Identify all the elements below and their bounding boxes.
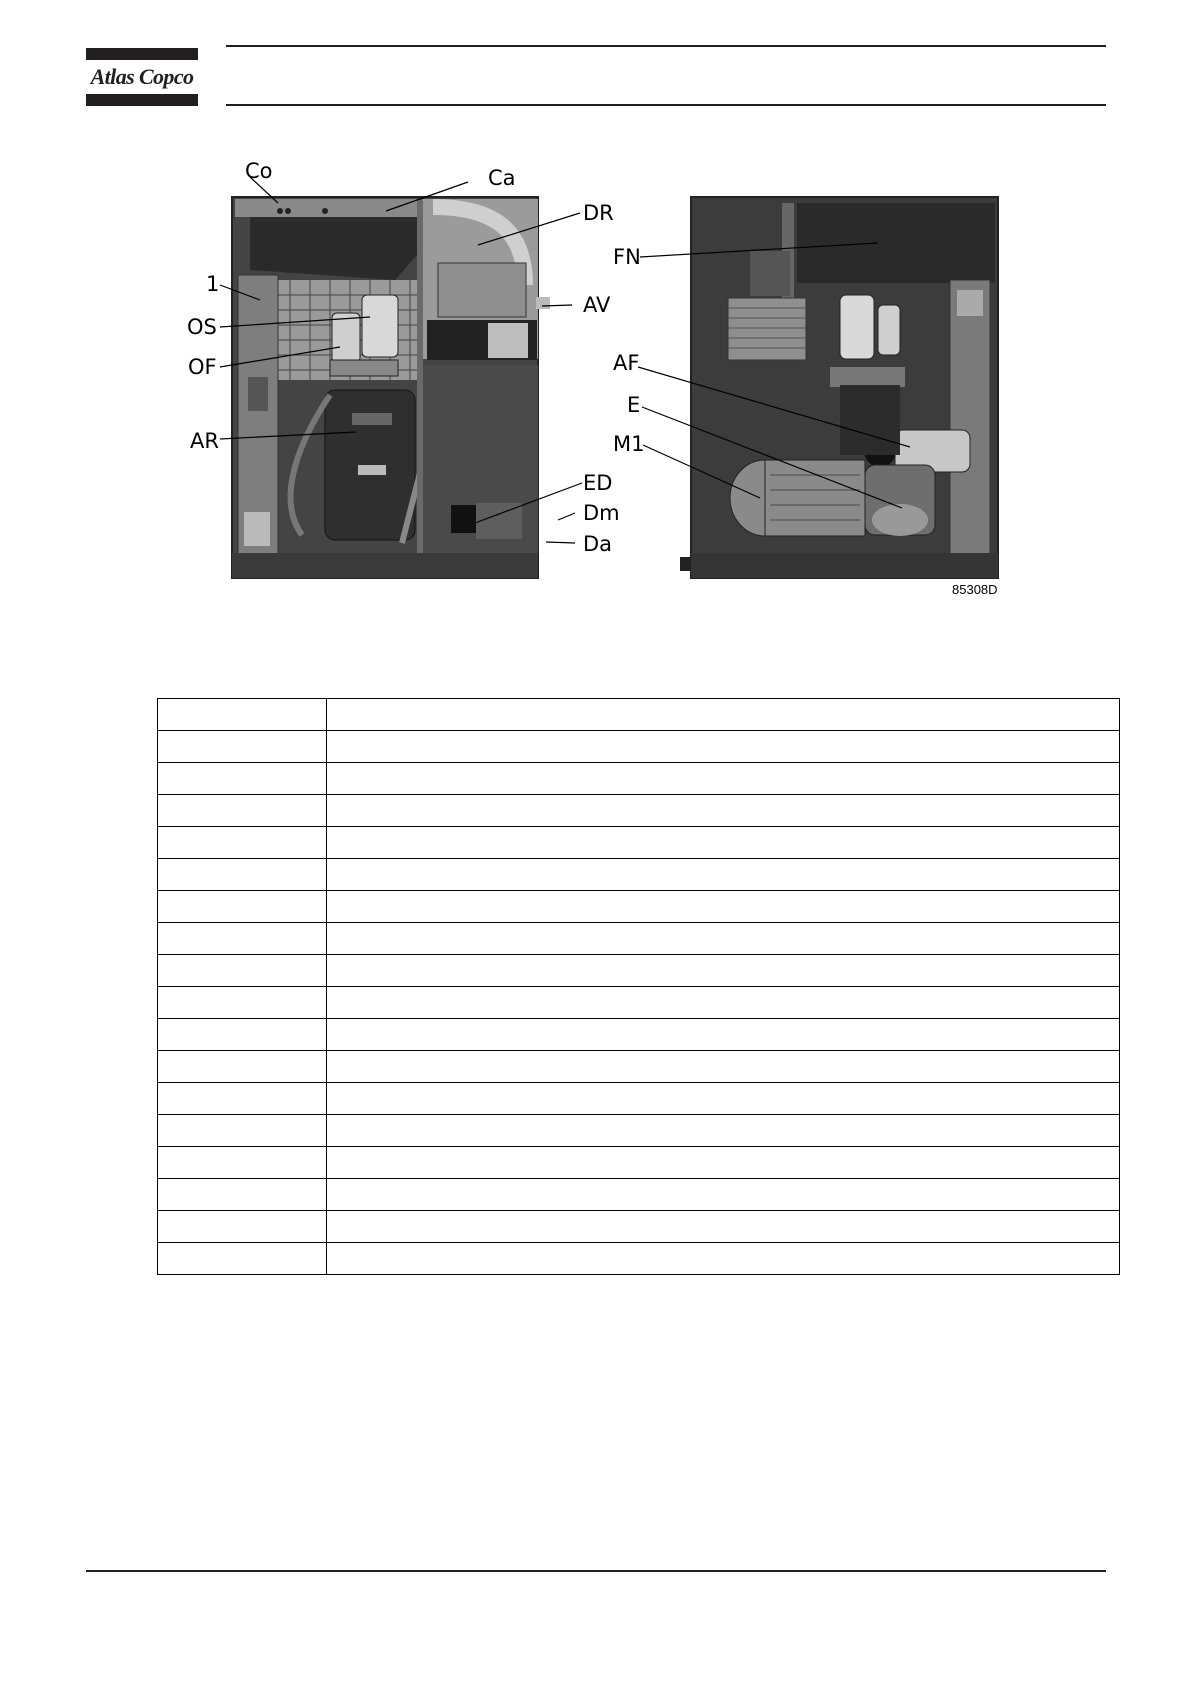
table-row	[158, 1019, 1120, 1051]
callout-of: OF	[188, 355, 217, 379]
callout-fn: FN	[613, 245, 641, 269]
atlas-copco-logo	[86, 48, 198, 106]
figure-id: 85308D	[952, 582, 998, 597]
table-row	[158, 1211, 1120, 1243]
header-rule-bottom	[226, 104, 1106, 106]
header-rule-top	[226, 45, 1106, 47]
table-row	[158, 795, 1120, 827]
table-cell-designation	[327, 827, 1120, 859]
table-cell-designation	[327, 955, 1120, 987]
table-row	[158, 827, 1120, 859]
table-cell-reference	[158, 1083, 327, 1115]
table-row	[158, 699, 1120, 731]
parts-table	[157, 698, 1120, 1275]
compressor-figure	[180, 155, 1040, 605]
table-cell-reference	[158, 1179, 327, 1211]
callout-ca: Ca	[488, 166, 516, 190]
callout-dm: Dm	[583, 501, 620, 525]
callout-dr: DR	[583, 201, 614, 225]
left-view-unit	[232, 197, 550, 578]
footer-rule	[86, 1570, 1106, 1572]
table-cell-designation	[327, 987, 1120, 1019]
table-cell-designation	[327, 795, 1120, 827]
table-cell-designation	[327, 923, 1120, 955]
table-cell-designation	[327, 1019, 1120, 1051]
table-cell-designation	[327, 1051, 1120, 1083]
table-row	[158, 1243, 1120, 1275]
callout-os: OS	[187, 315, 217, 339]
table-cell-reference	[158, 923, 327, 955]
table-cell-reference	[158, 955, 327, 987]
table-cell-reference	[158, 1211, 327, 1243]
callout-da: Da	[583, 532, 613, 556]
table-row	[158, 1179, 1120, 1211]
table-cell-designation	[327, 1211, 1120, 1243]
table-row	[158, 1083, 1120, 1115]
table-row	[158, 731, 1120, 763]
table-cell-designation	[327, 1115, 1120, 1147]
table-cell-reference	[158, 1115, 327, 1147]
table-cell-designation	[327, 731, 1120, 763]
logo-wordmark: Atlas Copco	[90, 64, 194, 89]
table-cell-designation	[327, 1179, 1120, 1211]
table-cell-designation	[327, 699, 1120, 731]
table-cell-reference	[158, 1243, 327, 1275]
table-row	[158, 1115, 1120, 1147]
table-cell-reference	[158, 827, 327, 859]
callout-av: AV	[583, 293, 611, 317]
table-row	[158, 1147, 1120, 1179]
callout-af: AF	[613, 351, 640, 375]
callout-co: Co	[245, 159, 273, 183]
table-cell-designation	[327, 1243, 1120, 1275]
table-cell-reference	[158, 763, 327, 795]
table-cell-designation	[327, 1083, 1120, 1115]
table-row	[158, 1051, 1120, 1083]
table-row	[158, 955, 1120, 987]
table-row	[158, 987, 1120, 1019]
callout-e: E	[627, 393, 641, 417]
table-cell-reference	[158, 1019, 327, 1051]
table-row	[158, 891, 1120, 923]
table-cell-designation	[327, 891, 1120, 923]
logo-bar-top	[86, 48, 198, 60]
table-cell-designation	[327, 859, 1120, 891]
table-row	[158, 859, 1120, 891]
table-cell-designation	[327, 763, 1120, 795]
table-cell-designation	[327, 1147, 1120, 1179]
callout-ar: AR	[190, 429, 219, 453]
table-cell-reference	[158, 699, 327, 731]
table-cell-reference	[158, 731, 327, 763]
table-cell-reference	[158, 891, 327, 923]
table-row	[158, 763, 1120, 795]
table-cell-reference	[158, 987, 327, 1019]
table-cell-reference	[158, 859, 327, 891]
right-view-unit	[680, 197, 998, 578]
callout-1: 1	[206, 272, 220, 296]
callout-ed: ED	[583, 471, 613, 495]
logo-bar-bottom	[86, 94, 198, 106]
table-cell-reference	[158, 1147, 327, 1179]
callout-m1: M1	[613, 432, 645, 456]
parts-table-body	[158, 699, 1120, 1275]
table-cell-reference	[158, 795, 327, 827]
table-row	[158, 923, 1120, 955]
table-cell-reference	[158, 1051, 327, 1083]
